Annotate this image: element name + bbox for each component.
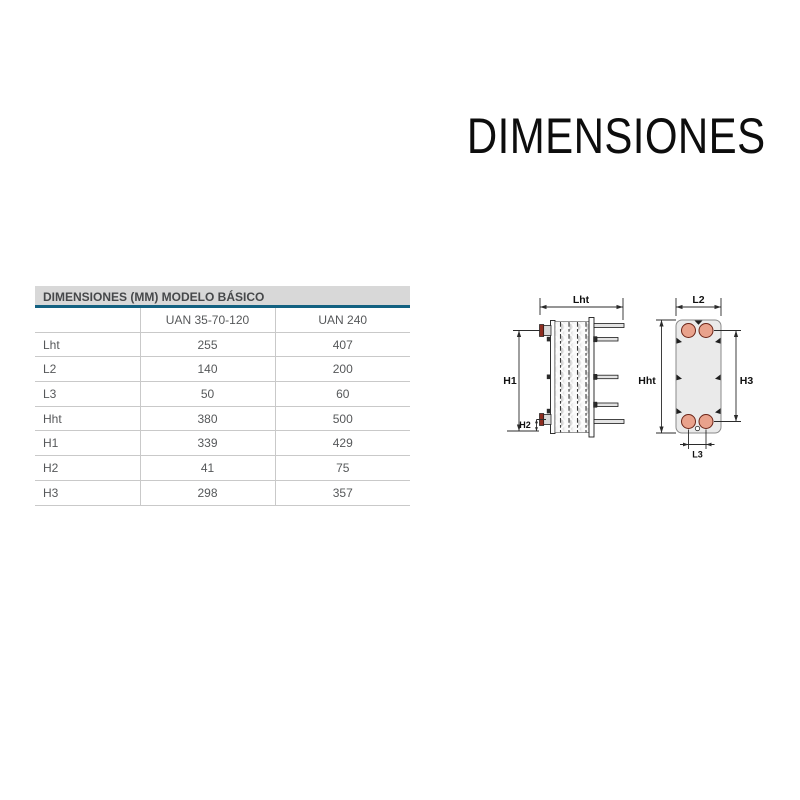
- dim-label-l2: L2: [692, 294, 705, 306]
- cell-value: 339: [140, 431, 275, 456]
- row-label: L3: [35, 382, 140, 407]
- cell-value: 357: [275, 480, 410, 505]
- table-row: [35, 456, 410, 481]
- table-row: [35, 382, 410, 407]
- plate-pack: [555, 322, 589, 433]
- col-header-uan-35-70-120: UAN 35-70-120: [140, 308, 275, 332]
- cell-value: 50: [140, 382, 275, 407]
- port-bottom-right: [699, 415, 713, 429]
- cell-value: 41: [140, 456, 275, 481]
- row-label: H2: [35, 456, 140, 481]
- table-row: [35, 406, 410, 431]
- dim-lht: [540, 294, 623, 320]
- col-header-blank: [35, 308, 140, 332]
- nozzle-top: [540, 325, 552, 337]
- side-view: [503, 294, 624, 437]
- dim-label-h2: H2: [519, 420, 531, 430]
- front-plate-studs: [547, 337, 551, 414]
- col-header-uan-240: UAN 240: [275, 308, 410, 332]
- table-row: [35, 431, 410, 456]
- dim-label-h1: H1: [503, 375, 517, 387]
- cell-value: 75: [275, 456, 410, 481]
- tie-bolts: [593, 324, 624, 424]
- port-bottom-left: [682, 415, 696, 429]
- cell-value: 500: [275, 406, 410, 431]
- cell-value: 380: [140, 406, 275, 431]
- row-label: H1: [35, 431, 140, 456]
- exchanger-diagram: [500, 283, 760, 469]
- dim-label-l3: L3: [692, 449, 703, 460]
- front-view: [638, 294, 753, 460]
- cell-value: 407: [275, 332, 410, 357]
- dim-h1: [503, 331, 540, 432]
- table-row: [35, 357, 410, 382]
- dim-label-hht: Hht: [638, 375, 656, 387]
- row-label: L2: [35, 357, 140, 382]
- cell-value: 429: [275, 431, 410, 456]
- cell-value: 60: [275, 382, 410, 407]
- drain-hole: [695, 426, 699, 430]
- dim-label-h3: H3: [739, 375, 754, 387]
- port-top-right: [699, 324, 713, 338]
- table-title: DIMENSIONES (MM) MODELO BÁSICO: [35, 286, 410, 308]
- cell-value: 140: [140, 357, 275, 382]
- table-row: [35, 480, 410, 505]
- row-label: Hht: [35, 406, 140, 431]
- page-title: DIMENSIONES: [467, 108, 766, 164]
- table-row: [35, 332, 410, 357]
- dimensions-grid: [35, 308, 410, 506]
- dimensions-table: [35, 286, 410, 506]
- row-label: Lht: [35, 332, 140, 357]
- exchanger-side-body: [540, 318, 625, 438]
- dim-l3: [680, 430, 715, 460]
- row-label: H3: [35, 480, 140, 505]
- port-top-left: [682, 324, 696, 338]
- cell-value: 255: [140, 332, 275, 357]
- dim-label-lht: Lht: [572, 294, 590, 306]
- dim-l2: [676, 294, 721, 316]
- front-view-plate: [676, 320, 721, 433]
- table-header-row: [35, 308, 410, 332]
- dim-hht: [638, 320, 676, 433]
- cell-value: 200: [275, 357, 410, 382]
- cell-value: 298: [140, 480, 275, 505]
